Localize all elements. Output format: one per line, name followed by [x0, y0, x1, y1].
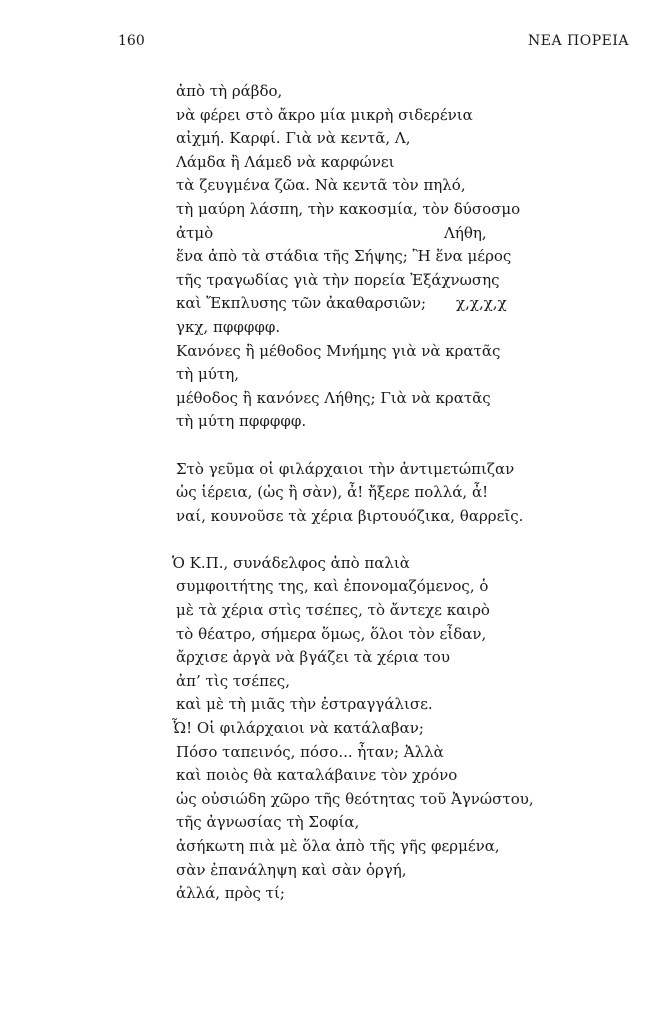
poem-line: τὴ μαύρη λάσπη, τὴν κακοσμία, τὸν δύσοσμο — [176, 199, 521, 218]
poem-line: Ὦ! Οἱ φιλάρχαιοι νὰ κατάλαβαν; — [172, 719, 424, 738]
poem-line: Στὸ γεῦμα οἱ φιλάρχαιοι τὴν ἀντιμετώπιζαν — [176, 459, 515, 478]
poem-line: τὸ θέατρο, σήμερα ὅμως, ὅλοι τὸν εἶδαν, — [176, 624, 487, 643]
poem-line: τὴ μύτη, — [176, 365, 239, 384]
split-left: ἀτμὸ — [176, 223, 214, 242]
poem-line: ὡς οὐσιώδη χῶρο τῆς θεότητας τοῦ Ἀγνώστου, — [176, 789, 534, 808]
poem-line: Πόσο ταπεινός, πόσο... ἦταν; Ἀλλὰ — [176, 742, 444, 761]
poem-line: τῆς ἀγνωσίας τὴ Σοφία, — [176, 813, 360, 832]
poem-line: σὰν ἐπανάληψη καὶ σὰν ὀργή, — [176, 860, 407, 879]
poem-line: γκχ, πφφφφφ. — [176, 317, 281, 336]
poem-line: καὶ ποιὸς θὰ καταλάβαινε τὸν χρόνο — [176, 766, 458, 785]
poem-line: ὡς ἱέρεια, (ὡς ἢ σὰν), ἆ! ἤξερε πολλά, ἆ! — [176, 483, 489, 502]
poem-line-split — [176, 222, 556, 246]
chi-left: καὶ Ἔκπλυσης τῶν ἀκαθαρσιῶν; — [176, 294, 427, 313]
poem-line: τῆς τραγωδίας γιὰ τὴν πορεία Ἐξάχνωσης — [176, 270, 500, 289]
poem-line: μὲ τὰ χέρια στὶς τσέπες, τὸ ἄντεχε καιρὸ — [176, 601, 490, 620]
poem-line: καὶ μὲ τὴ μιᾶς τὴν ἐστραγγάλισε. — [176, 695, 433, 714]
poem-line: Λάμδα ἢ Λάμεδ νὰ καρφώνει — [176, 152, 395, 171]
poem-line: ἀπὸ τὴ ράβδο, — [176, 82, 283, 100]
poem-body — [172, 80, 556, 906]
poem-line-chi — [176, 292, 556, 316]
poem-line: ναί, κουνοῦσε τὰ χέρια βιρτουόζικα, θαρρεῖς. — [176, 506, 524, 525]
page-number: 160 — [118, 33, 145, 49]
poem-line: ἕνα ἀπὸ τὰ στάδια τῆς Σήψης; Ἢ ἕνα μέρος — [176, 247, 512, 266]
poem-line: νὰ φέρει στὸ ἄκρο μία μικρὴ σιδερένια — [176, 105, 473, 124]
poem-line: συμφοιτήτης της, καὶ ἐπονομαζόμενος, ὁ — [176, 577, 489, 596]
poem-line: μέθοδος ἢ κανόνες Λήθης; Γιὰ νὰ κρατᾶς — [176, 388, 491, 407]
poem-line: αἰχμή. Καρφί. Γιὰ νὰ κεντᾶ, Λ, — [176, 129, 411, 148]
page-header — [0, 33, 657, 55]
poem-line: Ὁ Κ.Π., συνάδελφος ἀπὸ παλιὰ — [172, 553, 410, 572]
poem-line: ἄρχισε ἀργὰ νὰ βγάζει τὰ χέρια του — [176, 648, 450, 667]
poem-line: τὰ ζευγμένα ζῶα. Νὰ κεντᾶ τὸν πηλό, — [176, 176, 466, 195]
split-right: Λήθη, — [444, 223, 487, 242]
stanza-break — [176, 528, 556, 552]
poem-line: ἀσήκωτη πιὰ μὲ ὅλα ἀπὸ τῆς γῆς φερμένα, — [176, 837, 500, 855]
stanza-break — [176, 434, 556, 458]
poem-line: ἀπ’ τὶς τσέπες, — [176, 671, 290, 690]
running-title: ΝΕΑ ΠΟΡΕΙΑ — [528, 33, 629, 49]
poem-line: ἀλλά, πρὸς τί; — [176, 884, 285, 903]
chi-right: χ,χ,χ,χ — [456, 294, 507, 313]
poem-line: Κανόνες ἢ μέθοδος Μνήμης γιὰ νὰ κρατᾶς — [176, 341, 501, 360]
poem-line: τὴ μύτη πφφφφφ. — [176, 412, 307, 431]
